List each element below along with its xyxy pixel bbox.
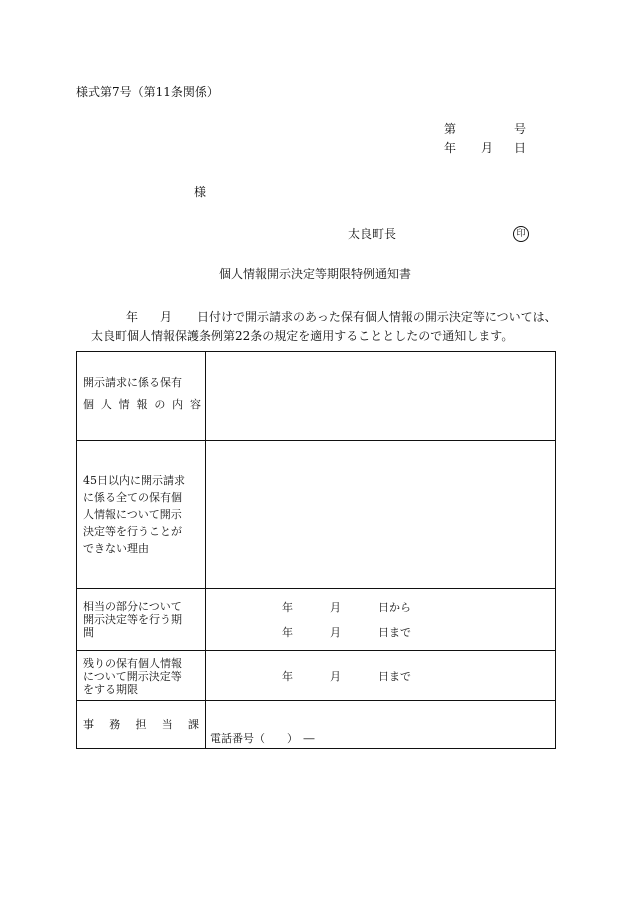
period-dates-cell[interactable] [206, 589, 556, 651]
label-department: 事 務 担 当 課 [83, 718, 199, 731]
label-reason-line2: に係る全ての保有個 [83, 491, 182, 504]
issue-date-year: 年 [444, 141, 457, 155]
label-period-line2: 開示決定等を行う期 [83, 613, 182, 626]
label-period-line3: 間 [83, 626, 94, 639]
doc-number-prefix: 第 [444, 122, 457, 136]
label-deadline-line2: について開示決定等 [83, 670, 182, 683]
seal-mark: 印 [513, 226, 529, 242]
phone-number-label: 電話番号（ ） ― [210, 732, 315, 745]
label-content-line1: 開示請求に係る保有 [83, 376, 182, 389]
label-reason-line3: 人情報について開示 [83, 508, 182, 521]
body-text-line2: 太良町個人情報保護条例第22条の規定を適用することとしたので通知します。 [91, 329, 514, 343]
period-from-year: 年 [282, 601, 293, 614]
issue-date-day: 日 [514, 141, 527, 155]
table-row-department [77, 701, 556, 749]
period-from-day: 日から [378, 601, 411, 614]
label-deadline-line3: をする期限 [83, 683, 138, 696]
label-period-line1: 相当の部分について [83, 600, 182, 613]
content-value-cell[interactable] [206, 352, 556, 441]
label-reason-line1: 45日以内に開示請求 [83, 474, 185, 487]
label-deadline-line1: 残りの保有個人情報 [83, 657, 182, 670]
label-content-line2: 個 人 情 報 の 内 容 [83, 397, 201, 411]
deadline-date-cell[interactable] [206, 651, 556, 701]
period-to-month: 月 [330, 626, 341, 639]
label-cell-department [77, 701, 206, 749]
period-to-year: 年 [282, 626, 293, 639]
table-row-deadline [77, 651, 556, 701]
body-text-line1: 日付けで開示請求のあった保有個人情報の開示決定等については、 [197, 310, 557, 324]
deadline-year: 年 [282, 670, 293, 683]
deadline-day: 日まで [378, 670, 411, 683]
label-reason-line4: 決定等を行うことが [83, 525, 182, 538]
table-row-reason [77, 441, 556, 589]
deadline-month: 月 [330, 670, 341, 683]
reason-value-cell[interactable] [206, 441, 556, 589]
form-number: 様式第7号（第11条関係） [76, 85, 219, 99]
label-cell-period [77, 589, 206, 651]
department-value-cell[interactable] [206, 701, 556, 749]
issuer-name: 太良町長 [348, 227, 397, 241]
label-reason-line5: できない理由 [83, 542, 149, 555]
table-row-content [77, 352, 556, 441]
body-month: 月 [160, 310, 173, 324]
period-from-month: 月 [330, 601, 341, 614]
table-row-period [77, 589, 556, 651]
label-cell-deadline [77, 651, 206, 701]
addressee-honorific: 様 [194, 185, 207, 199]
period-to-day: 日まで [378, 626, 411, 639]
body-year: 年 [126, 310, 139, 324]
details-table [76, 351, 556, 749]
document-title: 個人情報開示決定等期限特例通知書 [219, 267, 412, 281]
issue-date-month: 月 [481, 141, 494, 155]
label-cell-reason [77, 441, 206, 589]
doc-number-suffix: 号 [514, 122, 527, 136]
label-cell-content [77, 352, 206, 441]
